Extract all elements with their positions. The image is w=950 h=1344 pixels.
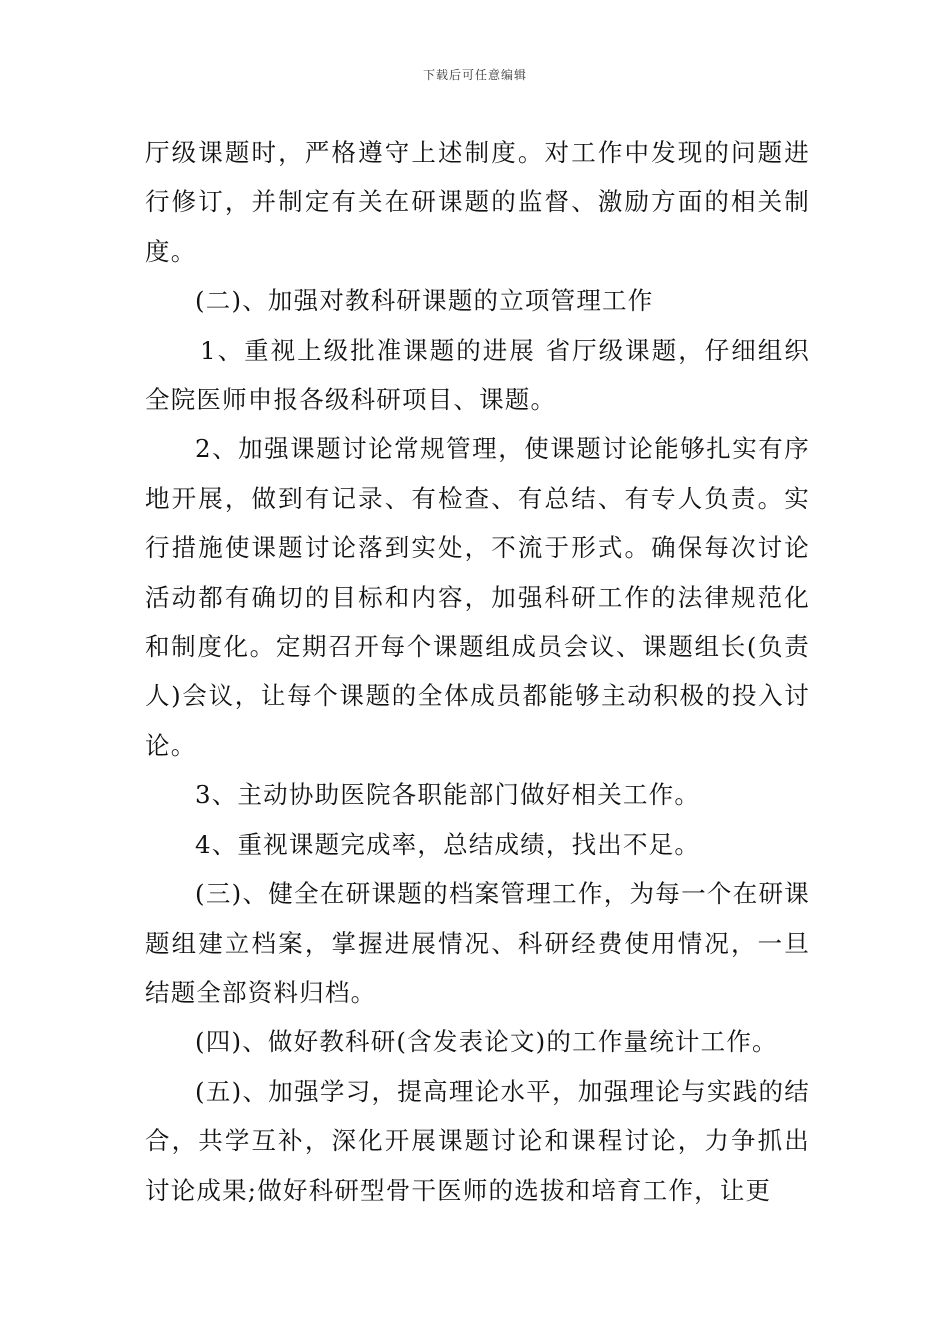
paragraph-continuation: 厅级课题时，严格遵守上述制度。对工作中发现的问题进行修订，并制定有关在研课题的监督、激励方面的相关制度。 — [145, 138, 810, 266]
section-heading-5: (五)、加强学习，提高理论水平，加强理论与实践的结合，共学互补，深化开展课题讨论和课程讨论，力争抓出讨论成果;做好科研型骨干医师的选拔和培育工作，让更 — [145, 1076, 810, 1205]
paragraph-item-3: 3、主动协助医院各职能部门做好相关工作。 — [195, 780, 701, 810]
section-heading-4: (四)、做好教科研(含发表论文)的工作量统计工作。 — [195, 1027, 778, 1057]
paragraph-item-2: 2、加强课题讨论常规管理，使课题讨论能够扎实有序地开展，做到有记录、有检查、有总结、有专人负责。实行措施使课题讨论落到实处，不流于形式。确保每次讨论活动都有确切的目标和内容，加强科研工作的法律规范化和制度化。定期召开每个课题组成员会议、课题组长(负责人)会议，让每个课题的全体成员都能够主动积极的投入讨论。 — [145, 434, 810, 760]
section-heading-3: (三)、健全在研课题的档案管理工作，为每一个在研课题组建立档案，掌握进展情况、科研经费使用情况，一旦结题全部资料归档。 — [145, 879, 810, 1007]
paragraph-item-1: 1、重视上级批准课题的进展 省厅级课题，仔细组织全院医师申报各级科研项目、课题。 — [145, 335, 810, 415]
page-header: 下载后可任意编辑 — [422, 68, 527, 82]
document-body — [145, 128, 810, 1215]
section-heading-2: (二)、加强对教科研课题的立项管理工作 — [195, 286, 654, 316]
paragraph-item-4: 4、重视课题完成率，总结成绩，找出不足。 — [195, 829, 701, 859]
